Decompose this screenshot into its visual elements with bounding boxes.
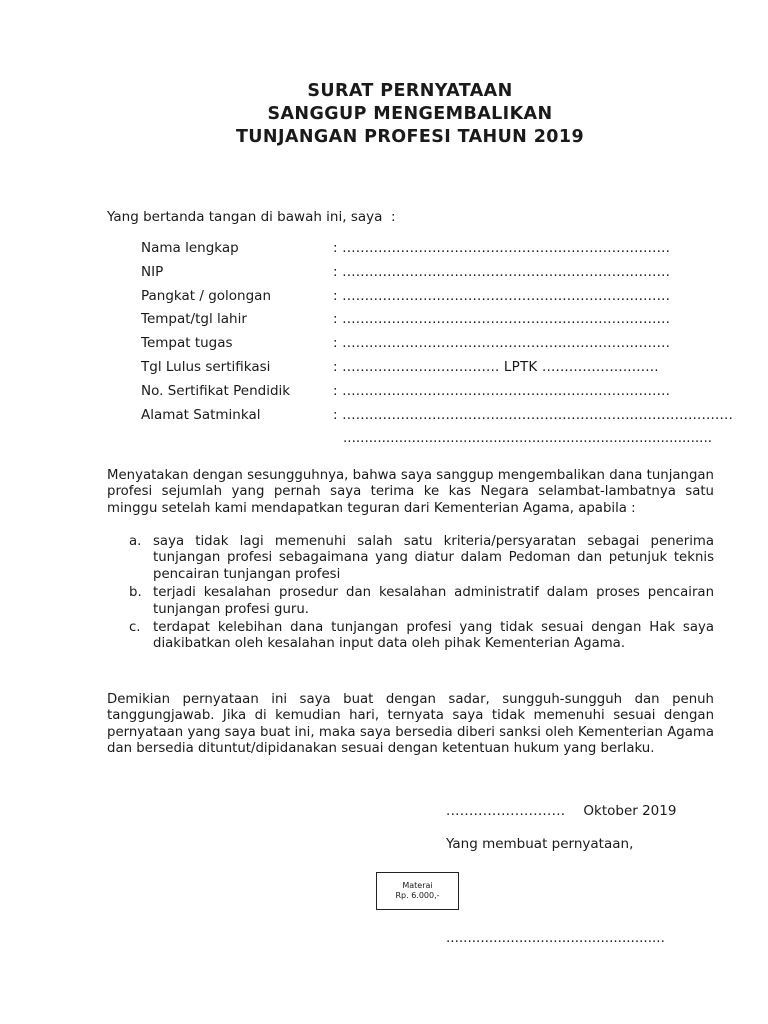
conditions-list [129,534,714,655]
list-item-text: saya tidak lagi memenuhi salah satu kriteria/persyaratan sebagai penerima tunjangan profesi sebagaimana yang diatur dalam Pedoman dan petunjuk teknis pencairan tunjangan profesi [153,534,714,582]
field-label: Tempat/tgl lahir [141,311,247,328]
field-label: NIP [141,263,164,280]
field-value: : ......................................................................... [333,263,671,280]
date-place-dots: .......................... [446,803,566,819]
statement-paragraph: Menyatakan dengan sesungguhnya, bahwa saya sanggup mengembalikan dana tunjangan profesi sejumlah yang pernah saya terima ke kas Negara selambat-lambatnya satu minggu setelah kami mendapatkan teguran dari Kementerian Agama, apabila : [107,468,714,516]
intro-text: Yang bertanda tangan di bawah ini, saya : [107,209,396,225]
field-value: : ......................................................................... [333,311,671,328]
list-item [129,534,714,583]
field-label: Tempat tugas [141,335,233,352]
field-value: : ......................................................................... [333,335,671,352]
field-label: No. Sertifikat Pendidik [141,382,291,399]
field-label: Nama lengkap [141,240,239,256]
list-item-text: terjadi kesalahan prosedur dan kesalahan administratif dalam proses pencairan tunjangan profesi guru. [153,585,714,617]
field-value: : ................................... LPTK .......................... [333,358,659,375]
stamp-box [376,872,459,910]
document-title [0,80,768,149]
list-item-text: terdapat kelebihan dana tunjangan profesi yang tidak sesuai dengan Hak saya diakibatkan oleh kesalahan input data oleh pihak Kementerian Agama. [153,620,714,652]
title-line-3: TUNJANGAN PROFESI TAHUN 2019 [235,127,585,147]
field-label: Pangkat / golongan [141,287,272,304]
list-item [129,585,714,618]
signature-line: ................................................... [446,930,665,946]
list-marker: c. [129,620,141,636]
stamp-label: Materai [402,881,433,890]
closing-paragraph: Demikian pernyataan ini saya buat dengan sadar, sungguh-sungguh dan penuh tanggungjawab. Jika di kemudian hari, ternyata saya tidak memenuhi sesuai dengan pernyataan yang saya buat ini, maka saya bersedia diberi sanksi oleh Kementerian Agama dan bersedia dituntut/dipidanakan sesuai dengan ketentuan hukum yang berlaku. [107,692,714,757]
field-label: Alamat Satminkal [141,406,261,423]
title-line-2: SANGGUP MENGEMBALIKAN [267,104,553,124]
list-item [129,620,714,653]
maker-label: Yang membuat pernyataan, [446,836,634,852]
title-line-1: SURAT PERNYATAAN [307,81,513,101]
field-value: : ......................................................................... [333,287,671,304]
field-label: Tgl Lulus sertifikasi [141,358,271,375]
field-value: : ......................................................................... [333,240,671,256]
date-line [446,803,676,819]
date-month-year: Oktober 2019 [583,803,677,819]
list-marker: b. [129,585,142,601]
stamp-amount: Rp. 6.000,- [395,891,440,900]
field-value: : ......................................................................... [333,382,671,399]
field-value: : ....................................................................................... [333,406,733,423]
list-marker: a. [129,534,142,549]
address-continuation: ...................................................................................... [343,430,713,446]
